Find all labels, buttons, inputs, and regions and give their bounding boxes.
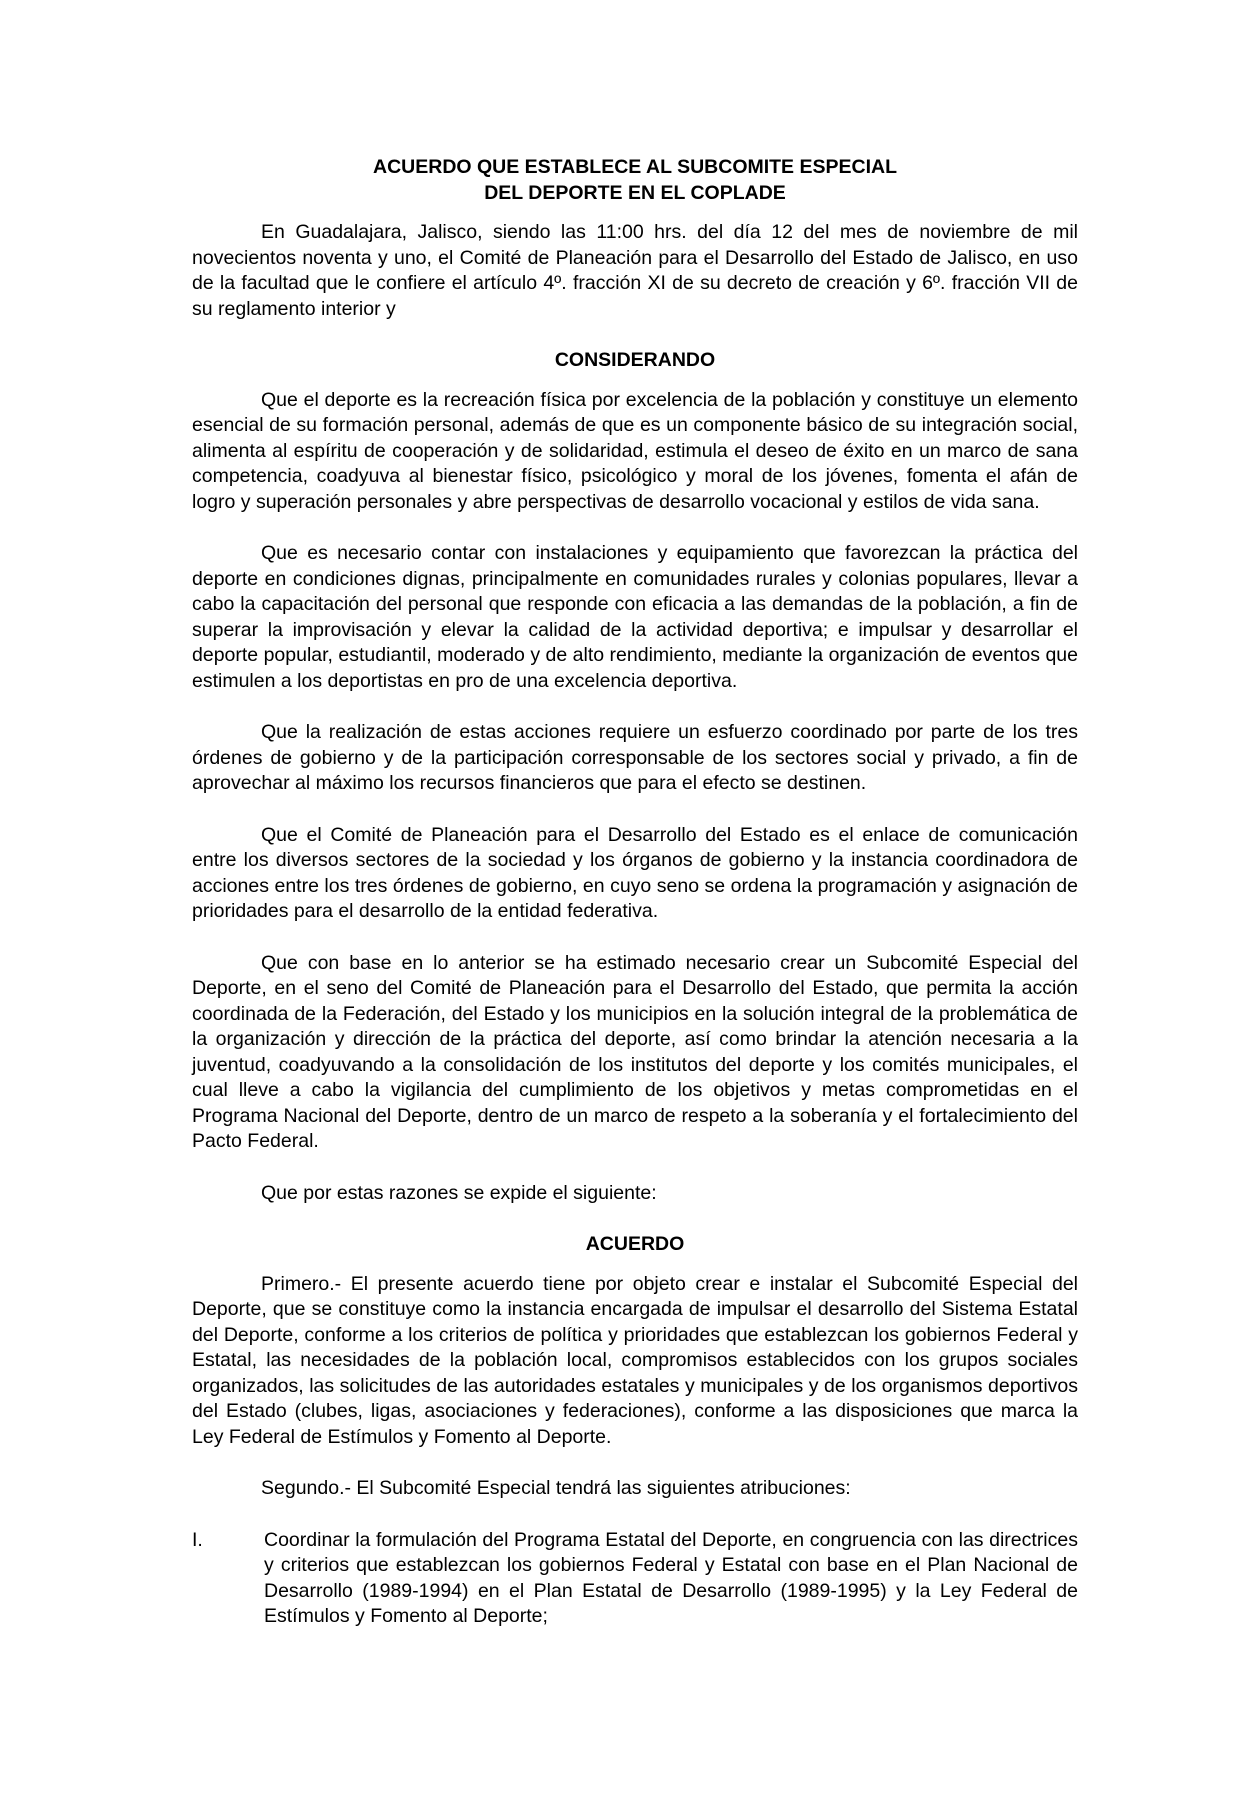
- considerando-paragraph-4: Que el Comité de Planeación para el Desarrollo del Estado es el enlace de comunicación entre los diversos sectores de la sociedad y los órganos de gobierno y la instancia coordinadora de acciones entre los tres órdenes de gobierno, en cuyo seno se ordena la programación y asignación de prioridades para el desarrollo de la entidad federativa.: [192, 823, 1078, 922]
- considerando-paragraph-5: Que con base en lo anterior se ha estimado necesario crear un Subcomité Especial del Deporte, en el seno del Comité de Planeación para el Desarrollo del Estado, que permita la acción coordinada de la Federación, del Estado y los municipios en la solución integral de la problemática de la organización y dirección de la práctica del deporte, así como brindar la atención necesaria a la juventud, coadyuvando a la consolidación de los institutos del deporte y los comités municipales, el cual lleve a cabo la vigilancia del cumplimiento de los objetivos y metas comprometidas en el Programa Nacional del Deporte, dentro de un marco de respeto a la soberanía y el fortalecimiento del Pacto Federal.: [192, 951, 1078, 1152]
- considerando-heading: CONSIDERANDO: [554, 349, 716, 371]
- document-page: [192, 155, 1078, 1630]
- closing-statement: Que por estas razones se expide el siguiente:: [261, 1181, 657, 1204]
- intro-paragraph: En Guadalajara, Jalisco, siendo las 11:00 hrs. del día 12 del mes de noviembre de mil novecientos noventa y uno, el Comité de Planeación para el Desarrollo del Estado de Jalisco, en uso de la facultad que le confiere el artículo 4º. fracción XI de su decreto de creación y 6º. fracción VII de su reglamento interior y: [192, 221, 1078, 320]
- considerando-paragraph-3: Que la realización de estas acciones requiere un esfuerzo coordinado por parte de los tres órdenes de gobierno y de la participación corresponsable de los sectores social y privado, a fin de aprovechar al máximo los recursos financieros que para el efecto se destinen.: [192, 721, 1078, 794]
- considerando-paragraph-1: Que el deporte es la recreación física por excelencia de la población y constituye un elemento esencial de su formación personal, además de que es un componente básico de su integración social, alimenta al espíritu de cooperación y de solidaridad, estimula el deseo de éxito en un marco de sana competencia, coadyuva al bienestar físico, psicológico y moral de los jóvenes, fomenta el afán de logro y superación personales y abre perspectivas de desarrollo vocacional y estilos de vida sana.: [192, 388, 1078, 513]
- atribucion-list-item: [192, 1528, 1078, 1630]
- acuerdo-heading: ACUERDO: [585, 1233, 685, 1255]
- article-segundo: Segundo.- El Subcomité Especial tendrá las siguientes atribuciones:: [261, 1477, 851, 1499]
- atribucion-number: I.: [192, 1528, 203, 1551]
- article-primero: Primero.- El presente acuerdo tiene por objeto crear e instalar el Subcomité Especial del Deporte, que se constituye como la instancia encargada de impulsar el desarrollo del Sistema Estatal del Deporte, conforme a los criterios de política y prioridades que establezcan los gobiernos Federal y Estatal, las necesidades de la población local, compromisos establecidos con los grupos sociales organizados, las solicitudes de las autoridades estatales y municipales y de los organismos deportivos del Estado (clubes, ligas, asociaciones y federaciones), conforme a las disposiciones que marca la Ley Federal de Estímulos y Fomento al Deporte.: [192, 1272, 1078, 1448]
- atribucion-text: Coordinar la formulación del Programa Estatal del Deporte, en congruencia con las directrices y criterios que establezcan los gobiernos Federal y Estatal con base en el Plan Nacional de Desarrollo (1989-1994) en el Plan Estatal de Desarrollo (1989-1995) y la Ley Federal de Estímulos y Fomento al Deporte;: [264, 1528, 1078, 1627]
- document-title-line-1: ACUERDO QUE ESTABLECE AL SUBCOMITE ESPECIAL: [372, 156, 897, 178]
- document-title-line-2: DEL DEPORTE EN EL COPLADE: [484, 181, 786, 204]
- considerando-paragraph-2: Que es necesario contar con instalaciones y equipamiento que favorezcan la práctica del deporte en condiciones dignas, principalmente en comunidades rurales y colonias populares, llevar a cabo la capacitación del personal que responde con eficacia a las demandas de la población, a fin de superar la improvisación y elevar la calidad de la actividad deportiva; e impulsar y desarrollar el deporte popular, estudiantil, moderado y de alto rendimiento, mediante la organización de eventos que estimulen a los deportistas en pro de una excelencia deportiva.: [192, 542, 1078, 692]
